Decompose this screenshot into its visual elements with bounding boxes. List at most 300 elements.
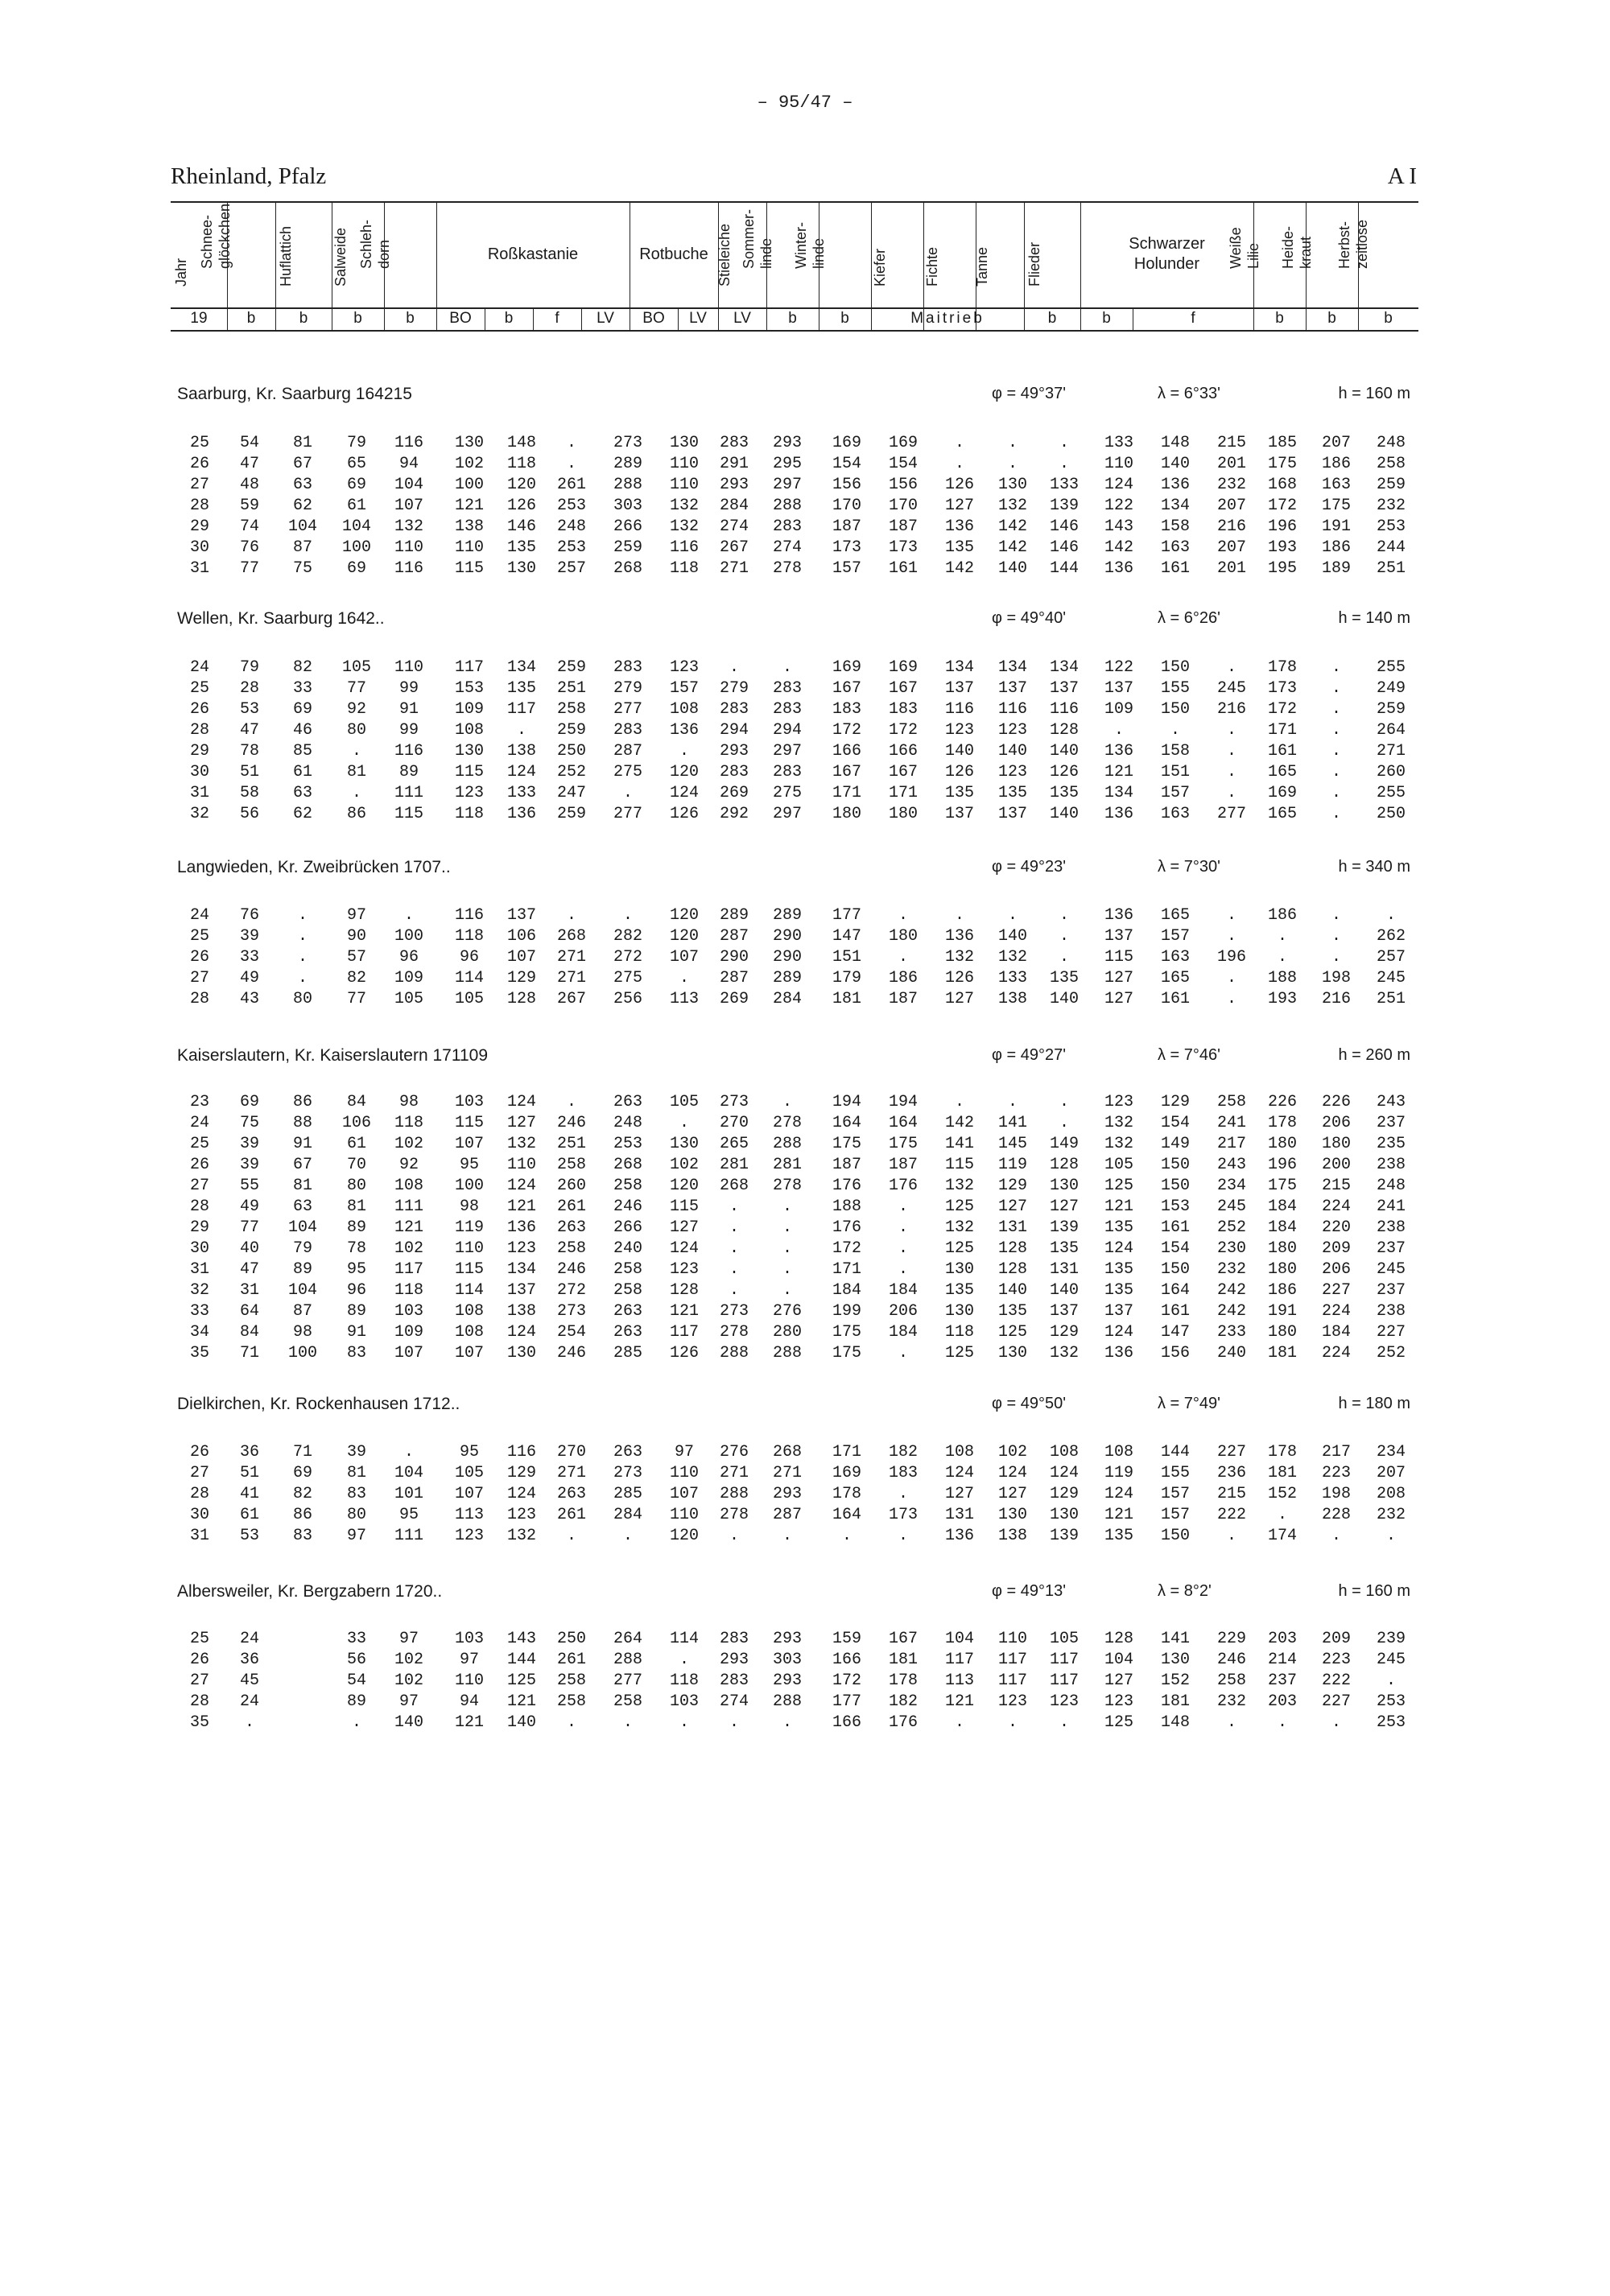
table-cell: 227 [1216,1443,1246,1461]
table-cell: 131 [1049,1260,1079,1279]
table-cell: 283 [772,517,802,536]
table-cell: 283 [772,763,802,781]
table-cell: 104 [394,1464,423,1482]
table-cell: 127 [944,497,974,515]
table-cell: 222 [1321,1672,1351,1690]
table-cell: 271 [1376,742,1406,761]
table-cell: 56 [346,1651,366,1669]
table-cell: 121 [669,1302,699,1321]
table-cell: 177 [832,906,861,925]
table-cell: 181 [1160,1692,1190,1711]
table-row [0,1526,1610,1547]
table-cell: 195 [1267,559,1297,578]
table-cell: 283 [772,700,802,719]
table-cell: 293 [772,1485,802,1503]
table-cell: 26 [189,948,209,967]
table-cell: 172 [1267,497,1297,515]
table-cell: 164 [1160,1281,1190,1300]
table-cell: 39 [346,1443,366,1461]
table-cell: 161 [1267,742,1297,761]
table-cell: 69 [292,1464,312,1482]
table-cell: 263 [556,1218,586,1237]
table-cell: 173 [832,538,861,557]
table-cell: 241 [1376,1197,1406,1216]
table-cell: 181 [832,990,861,1008]
station-latitude: φ = 49°50' [992,1395,1067,1412]
table-cell: 186 [888,969,918,987]
table-cell: 127 [997,1485,1027,1503]
station-altitude: h = 160 m [1338,1582,1410,1600]
table-cell: 223 [1321,1464,1351,1482]
table-cell: 121 [454,497,484,515]
table-cell: 287 [772,1506,802,1524]
table-cell: 161 [1160,1218,1190,1237]
table-cell: 100 [454,1177,484,1195]
table-cell: 157 [1160,784,1190,802]
table-cell: 176 [888,1177,918,1195]
table-cell: 196 [1267,517,1297,536]
table-row [0,1218,1610,1239]
table-cell: . [622,784,633,802]
table-cell: 96 [459,948,479,967]
table-cell: 258 [556,700,586,719]
column-code-21: b [1327,310,1336,327]
table-cell: 206 [1321,1260,1351,1279]
table-cell: 156 [888,476,918,494]
table-cell: 167 [832,679,861,698]
table-cell: 104 [287,1281,317,1300]
table-cell: 89 [346,1692,366,1711]
station-name: Saarburg, Kr. Saarburg 164215 [177,385,412,403]
table-cell: . [566,906,576,925]
table-cell: 224 [1321,1197,1351,1216]
table-cell: 154 [1160,1114,1190,1132]
table-cell: 124 [1104,1239,1133,1258]
table-cell: 171 [1267,721,1297,740]
table-cell: 248 [1376,1177,1406,1195]
table-cell: . [954,455,964,473]
table-cell: 121 [1104,1197,1133,1216]
table-cell: 242 [1216,1302,1246,1321]
table-cell: 150 [1160,1260,1190,1279]
table-cell: 123 [1104,1093,1133,1111]
table-cell: 247 [556,784,586,802]
table-cell: 118 [394,1114,423,1132]
table-cell: 259 [556,658,586,677]
table-cell: 175 [832,1344,861,1362]
table-cell: . [566,1527,576,1545]
table-cell: 215 [1216,1485,1246,1503]
table-cell: 28 [239,679,259,698]
table-cell: 196 [1216,948,1246,967]
station-name: Kaiserslautern, Kr. Kaiserslautern 171109 [177,1046,488,1065]
table-cell: 142 [944,559,974,578]
table-cell: 135 [1104,1218,1133,1237]
table-cell: 155 [1160,679,1190,698]
table-cell: . [1226,927,1236,946]
table-cell: 25 [189,1630,209,1648]
table-cell: 184 [888,1281,918,1300]
table-cell: 271 [556,948,586,967]
table-cell: 89 [398,763,419,781]
table-cell: 258 [556,1239,586,1258]
table-cell: 27 [189,1672,209,1690]
table-cell: 111 [394,1527,423,1545]
table-cell: 110 [454,1239,484,1258]
table-cell: 187 [832,1156,861,1174]
table-cell: 95 [346,1260,366,1279]
table-cell: 178 [832,1485,861,1503]
table-cell: 253 [556,538,586,557]
table-cell: 268 [556,927,586,946]
table-cell: 135 [1104,1281,1133,1300]
table-cell: 220 [1321,1218,1351,1237]
table-cell: 289 [613,455,642,473]
table-cell: 177 [832,1692,861,1711]
table-cell: 150 [1160,700,1190,719]
table-cell: 253 [1376,1713,1406,1732]
table-cell: 110 [454,1672,484,1690]
table-cell: 227 [1376,1323,1406,1342]
table-cell: 284 [719,497,749,515]
table-cell: 78 [346,1239,366,1258]
table-cell: 84 [346,1093,366,1111]
table-row [0,496,1610,517]
table-cell: . [729,1260,739,1279]
table-cell: 250 [556,1630,586,1648]
table-cell: 129 [506,1464,536,1482]
table-cell: 229 [1216,1630,1246,1648]
table-cell: 183 [888,700,918,719]
table-cell: 289 [772,906,802,925]
table-cell: 126 [944,763,974,781]
table-cell: 170 [832,497,861,515]
table-cell: 115 [454,1114,484,1132]
table-cell: . [898,1239,908,1258]
table-cell: 157 [832,559,861,578]
table-cell: 270 [556,1443,586,1461]
table-cell: . [297,927,308,946]
table-cell: 261 [556,1506,586,1524]
table-cell: 169 [888,434,918,452]
table-cell: 209 [1321,1630,1351,1648]
table-cell: 270 [719,1114,749,1132]
table-cell: 104 [287,517,317,536]
table-cell: 70 [346,1156,366,1174]
table-cell: 128 [1104,1630,1133,1648]
column-code-2: b [299,310,308,327]
table-cell: 136 [944,517,974,536]
table-cell: 167 [832,763,861,781]
table-cell: 91 [398,700,419,719]
table-cell: 251 [556,1135,586,1153]
table-cell: 135 [997,1302,1027,1321]
table-cell: 268 [719,1177,749,1195]
table-cell: 69 [346,476,366,494]
table-cell: 105 [1049,1630,1079,1648]
station-longitude: λ = 8°2' [1158,1582,1212,1600]
table-cell: 116 [1049,700,1079,719]
table-row [0,762,1610,783]
table-cell: 121 [944,1692,974,1711]
table-cell: 283 [613,658,642,677]
table-cell: 224 [1321,1344,1351,1362]
table-cell: 110 [669,455,699,473]
table-cell: 61 [239,1506,259,1524]
table-cell: 26 [189,1443,209,1461]
table-cell: . [1226,784,1236,802]
table-cell: 290 [772,927,802,946]
table-cell: 28 [189,1485,209,1503]
table-cell: 150 [1160,1177,1190,1195]
table-cell: 207 [1321,434,1351,452]
table-cell: 172 [832,721,861,740]
table-cell: 103 [454,1630,484,1648]
column-header-table [171,201,1418,334]
table-cell: 251 [1376,559,1406,578]
table-cell: 250 [556,742,586,761]
table-cell: . [351,1713,361,1732]
table-cell: 100 [341,538,371,557]
table-cell: 136 [1104,559,1133,578]
table-cell: . [622,906,633,925]
table-cell: 121 [394,1218,423,1237]
table-cell: 226 [1267,1093,1297,1111]
table-cell: 258 [1216,1093,1246,1111]
table-cell: 63 [292,476,312,494]
table-cell: . [622,1527,633,1545]
table-cell: 144 [506,1651,536,1669]
table-cell: 26 [189,455,209,473]
table-cell: 295 [772,455,802,473]
table-cell: 31 [239,1281,259,1300]
table-cell: . [1059,1713,1069,1732]
table-cell: 232 [1216,1692,1246,1711]
table-cell: 82 [292,658,312,677]
table-cell: 215 [1321,1177,1351,1195]
table-cell: 258 [613,1260,642,1279]
table-cell: . [1385,1527,1396,1545]
table-row [0,1176,1610,1197]
table-cell: 111 [394,784,423,802]
table-cell: . [729,1218,739,1237]
table-cell: 143 [506,1630,536,1648]
table-cell: 126 [669,1344,699,1362]
table-cell: 240 [613,1239,642,1258]
table-cell: . [1331,1713,1341,1732]
table-cell: 108 [394,1177,423,1195]
table-cell: 259 [556,721,586,740]
table-cell: 107 [506,948,536,967]
table-cell: 132 [944,1218,974,1237]
column-code-13: b [840,310,849,327]
table-cell: . [1331,948,1341,967]
table-cell: 164 [832,1114,861,1132]
table-cell: 180 [832,805,861,823]
region-title: Rheinland, Pfalz [171,163,327,189]
table-cell: 137 [997,679,1027,698]
table-cell: 110 [669,1506,699,1524]
table-cell: . [1059,948,1069,967]
column-label-20: Weiße Lilie [1227,227,1261,269]
table-cell: 129 [1160,1093,1190,1111]
table-cell: 69 [346,559,366,578]
table-cell: 53 [239,1527,259,1545]
table-cell: . [782,658,792,677]
table-cell: 268 [772,1443,802,1461]
table-cell: 116 [944,700,974,719]
table-cell: 260 [556,1177,586,1195]
table-cell: 127 [1049,1197,1079,1216]
table-cell: 108 [454,1323,484,1342]
table-cell: 257 [1376,948,1406,967]
table-cell: 140 [997,559,1027,578]
table-cell: 115 [944,1156,974,1174]
table-cell: 122 [1104,497,1133,515]
table-cell: . [297,969,308,987]
column-label-3: Salweide [332,227,349,286]
table-cell: 36 [239,1651,259,1669]
header-rule-mid [171,307,1418,309]
table-cell: 189 [1321,559,1351,578]
table-cell: 207 [1376,1464,1406,1482]
table-cell: 154 [832,455,861,473]
table-cell: . [1007,1093,1018,1111]
table-cell: 132 [669,517,699,536]
table-cell: 125 [1104,1177,1133,1195]
table-cell: . [954,906,964,925]
column-label-0: Jahr [173,258,189,286]
table-cell: 232 [1376,497,1406,515]
column-code-8: LV [597,310,614,327]
table-cell: 125 [506,1672,536,1690]
table-cell: 152 [1267,1485,1297,1503]
table-cell: 124 [1104,1323,1133,1342]
column-label-12: Sommer- linde [740,208,774,269]
table-cell: 171 [832,1260,861,1279]
group-label-holunder: Schwarzer Holunder [1129,235,1205,273]
table-cell: 203 [1267,1692,1297,1711]
table-cell: 288 [772,1344,802,1362]
table-row [0,720,1610,741]
table-cell: . [1331,679,1341,698]
table-cell: 77 [346,990,366,1008]
table-cell: 74 [239,517,259,536]
table-cell: 121 [506,1692,536,1711]
table-cell: 102 [394,1651,423,1669]
table-cell: 110 [669,476,699,494]
table-cell: 86 [292,1093,312,1111]
table-cell: 238 [1376,1218,1406,1237]
table-cell: 125 [944,1197,974,1216]
table-cell: 29 [189,517,209,536]
table-cell: 139 [1049,497,1079,515]
table-cell: 63 [292,1197,312,1216]
table-cell: 130 [1049,1177,1079,1195]
table-cell: 127 [669,1218,699,1237]
table-cell: . [1385,906,1396,925]
table-cell: 130 [506,559,536,578]
table-cell: 110 [997,1630,1027,1648]
table-cell: 105 [454,990,484,1008]
table-cell: 252 [556,763,586,781]
table-cell: 86 [292,1506,312,1524]
table-cell: 147 [1160,1323,1190,1342]
table-cell: 186 [1267,906,1297,925]
table-cell: 54 [346,1672,366,1690]
column-code-5: BO [449,310,472,327]
table-cell: 267 [556,990,586,1008]
table-cell: 137 [1049,1302,1079,1321]
table-cell: 285 [613,1485,642,1503]
table-cell: 283 [719,434,749,452]
table-cell: 178 [1267,1114,1297,1132]
table-cell: . [622,1713,633,1732]
table-cell: 274 [719,1692,749,1711]
table-cell: 29 [189,742,209,761]
table-cell: . [1059,1114,1069,1132]
table-cell: 110 [454,538,484,557]
station-latitude: φ = 49°13' [992,1582,1067,1600]
table-cell: . [1277,1713,1287,1732]
column-code-20: b [1275,310,1284,327]
table-cell: 31 [189,1260,209,1279]
table-cell: 133 [1104,434,1133,452]
table-cell: 132 [1104,1114,1133,1132]
table-cell: 293 [772,1672,802,1690]
table-cell: . [297,906,308,925]
table-cell: 121 [506,1197,536,1216]
table-cell: 253 [556,497,586,515]
table-cell: . [782,1218,792,1237]
table-cell: 254 [556,1323,586,1342]
header-rule-bottom [171,330,1418,332]
table-cell: 124 [944,1464,974,1482]
table-cell: 150 [1160,658,1190,677]
table-cell: . [782,1281,792,1300]
column-code-maitrieb: Maitrieb [910,310,985,327]
table-cell: 129 [506,969,536,987]
table-cell: 238 [1376,1156,1406,1174]
table-cell: 31 [189,784,209,802]
table-cell: 130 [1160,1651,1190,1669]
table-cell: . [403,906,414,925]
table-cell: 223 [1321,1651,1351,1669]
table-cell: 141 [944,1135,974,1153]
table-cell: 51 [239,1464,259,1482]
table-cell: 283 [613,721,642,740]
table-cell: 284 [772,990,802,1008]
table-cell: 128 [997,1239,1027,1258]
table-cell: 154 [888,455,918,473]
table-cell: 253 [1376,517,1406,536]
table-row [0,1484,1610,1505]
table-cell: 237 [1376,1281,1406,1300]
table-cell: 135 [1049,784,1079,802]
table-cell: 263 [613,1323,642,1342]
table-cell: 107 [394,1344,423,1362]
table-cell: . [679,1651,689,1669]
table-cell: . [1331,742,1341,761]
table-cell: 172 [832,1239,861,1258]
table-cell: 280 [772,1323,802,1342]
table-cell: 246 [556,1344,586,1362]
table-cell: 243 [1216,1156,1246,1174]
table-cell: 80 [292,990,312,1008]
table-cell: 183 [888,1464,918,1482]
table-cell: 140 [997,1281,1027,1300]
table-cell: 113 [669,990,699,1008]
